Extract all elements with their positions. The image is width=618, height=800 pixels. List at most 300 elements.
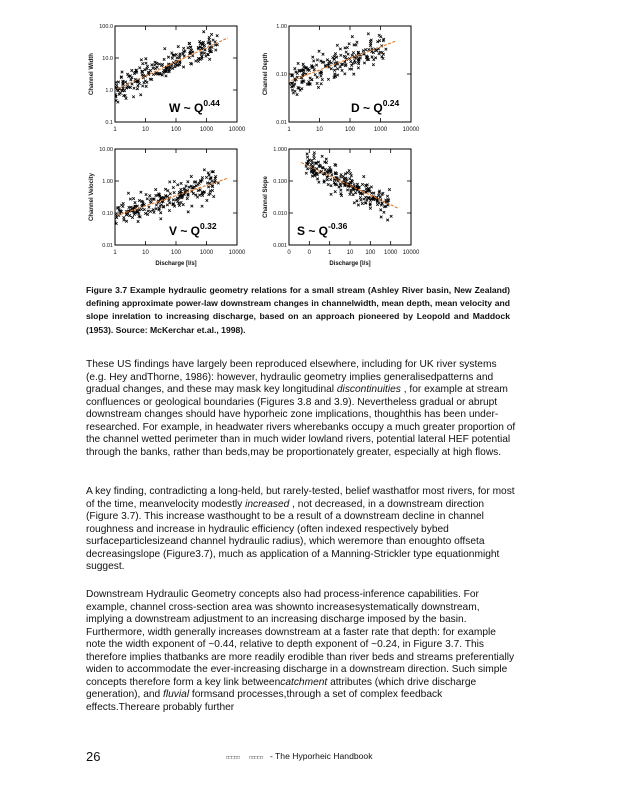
data-point — [370, 186, 373, 189]
data-point — [327, 183, 330, 186]
equation-base: V ~ Q — [169, 224, 201, 238]
data-point — [172, 199, 175, 202]
data-point — [340, 173, 343, 176]
data-point — [173, 191, 176, 194]
data-point — [313, 152, 316, 155]
x-tick-label: 10 — [346, 250, 354, 256]
data-point — [320, 83, 323, 86]
data-point — [349, 172, 352, 175]
data-point — [120, 204, 123, 207]
data-point — [353, 44, 356, 47]
data-point — [360, 199, 363, 202]
x-tick-label: 1000 — [383, 250, 398, 256]
data-point — [330, 67, 333, 70]
data-point — [294, 67, 297, 70]
data-point — [312, 60, 315, 63]
data-point — [161, 63, 164, 66]
panel-top-left — [89, 24, 246, 133]
data-point — [329, 178, 332, 181]
data-point — [201, 176, 204, 179]
data-point — [146, 81, 149, 84]
data-point — [313, 157, 316, 160]
data-point — [123, 219, 126, 222]
data-point — [350, 175, 353, 178]
data-point — [326, 178, 329, 181]
y-tick-label: 0.1 — [105, 120, 113, 126]
data-point — [210, 33, 213, 36]
data-point — [350, 190, 353, 193]
data-point — [132, 197, 135, 200]
y-axis-label: Channel Slope — [263, 176, 269, 218]
data-point — [160, 218, 163, 221]
data-point — [321, 155, 324, 158]
data-point — [296, 93, 299, 96]
data-point — [143, 81, 146, 84]
data-point — [178, 57, 181, 60]
equation-annotation — [169, 221, 217, 238]
data-point — [201, 51, 204, 54]
scatter-points — [109, 169, 228, 225]
data-point — [357, 62, 360, 65]
data-point — [344, 47, 347, 50]
scatter-points — [283, 33, 396, 96]
data-point — [352, 73, 355, 76]
data-point — [128, 214, 131, 217]
x-tick-label: 10 — [316, 127, 323, 133]
footer-glyphs-1: □□□□□ — [226, 755, 240, 761]
data-point — [155, 204, 158, 207]
data-point — [201, 205, 204, 208]
data-point — [180, 182, 183, 185]
data-point — [125, 97, 128, 100]
data-point — [352, 193, 355, 196]
data-point — [187, 211, 190, 214]
data-point — [302, 63, 305, 66]
data-point — [147, 210, 150, 213]
x-tick-label: 100 — [344, 127, 356, 133]
y-tick-label: 0.001 — [273, 243, 287, 249]
data-point — [349, 177, 352, 180]
data-point — [201, 194, 204, 197]
data-point — [357, 66, 360, 69]
data-point — [351, 35, 354, 38]
data-point — [311, 162, 314, 165]
panel-bottom-right — [263, 147, 420, 267]
data-point — [347, 53, 350, 56]
data-point — [141, 85, 144, 88]
data-point — [191, 205, 194, 208]
data-point — [155, 194, 158, 197]
data-point — [334, 190, 337, 193]
equation-exponent: 0.44 — [203, 98, 220, 108]
footer-title — [226, 751, 373, 761]
data-point — [330, 184, 333, 187]
data-point — [317, 86, 320, 89]
data-point — [211, 184, 214, 187]
equation-annotation — [169, 98, 220, 115]
data-point — [365, 188, 368, 191]
data-point — [334, 52, 337, 55]
data-point — [339, 48, 342, 51]
data-point — [364, 48, 367, 51]
data-point — [382, 192, 385, 195]
x-tick-label: 10 — [142, 250, 149, 256]
data-point — [361, 202, 364, 205]
data-point — [333, 69, 336, 72]
data-point — [117, 101, 120, 104]
data-point — [296, 72, 299, 75]
x-tick-label: 100 — [365, 250, 376, 256]
data-point — [140, 59, 143, 62]
y-tick-label: 1.0 — [105, 88, 113, 94]
data-point — [209, 190, 212, 193]
hydraulic-geometry-figure — [80, 12, 440, 282]
data-point — [384, 199, 387, 202]
data-point — [339, 176, 342, 179]
data-point — [176, 183, 179, 186]
data-point — [348, 42, 351, 45]
data-point — [177, 45, 180, 48]
data-point — [146, 65, 149, 68]
data-point — [359, 196, 362, 199]
data-point — [155, 207, 158, 210]
fit-line — [109, 38, 228, 93]
data-point — [325, 158, 328, 161]
data-point — [318, 50, 321, 53]
x-axis-label: Discharge [l/s] — [155, 261, 197, 267]
data-point — [362, 49, 365, 52]
x-tick-label: 10000 — [402, 250, 420, 256]
data-point — [361, 183, 364, 186]
data-point — [356, 41, 359, 44]
data-point — [211, 189, 214, 192]
equation-exponent: 0.24 — [382, 98, 400, 108]
data-point — [208, 38, 211, 41]
data-point — [194, 60, 197, 63]
data-point — [148, 206, 151, 209]
data-point — [315, 64, 318, 67]
data-point — [125, 220, 128, 223]
data-point — [327, 78, 330, 81]
y-tick-label: 0.10 — [276, 72, 287, 78]
data-point — [197, 60, 200, 63]
data-point — [167, 56, 170, 59]
data-point — [178, 204, 181, 207]
data-point — [208, 58, 211, 61]
data-point — [318, 181, 321, 184]
data-point — [206, 199, 209, 202]
x-tick-label: 0 — [287, 250, 291, 256]
data-point — [127, 192, 130, 195]
y-tick-label: 1.000 — [273, 147, 287, 153]
data-point — [136, 87, 139, 90]
x-tick-label: 1 — [113, 127, 117, 133]
data-point — [205, 176, 208, 179]
data-point — [198, 194, 201, 197]
data-point — [322, 53, 325, 56]
data-point — [131, 69, 134, 72]
data-point — [216, 34, 219, 37]
data-point — [145, 193, 148, 196]
data-point — [143, 208, 146, 211]
data-point — [320, 60, 323, 63]
y-tick-label: 0.010 — [273, 211, 287, 217]
equation-annotation — [297, 221, 348, 238]
data-point — [344, 64, 347, 67]
data-point — [339, 66, 342, 69]
data-point — [388, 188, 391, 191]
y-axis-label: Channel Velocity — [89, 172, 95, 222]
data-point — [366, 199, 369, 202]
data-point — [348, 68, 351, 71]
y-tick-label: 1.00 — [102, 179, 113, 185]
y-tick-label: 0.01 — [102, 243, 113, 249]
data-point — [353, 183, 356, 186]
data-point — [182, 66, 185, 69]
data-point — [368, 48, 371, 51]
x-tick-label: 0 — [307, 250, 312, 256]
data-point — [379, 209, 382, 212]
equation-exponent: -0.36 — [328, 221, 348, 231]
data-point — [335, 56, 338, 59]
data-point — [349, 193, 352, 196]
data-point — [372, 63, 375, 66]
data-point — [316, 82, 319, 85]
data-point — [153, 211, 156, 214]
data-point — [189, 62, 192, 65]
data-point — [145, 57, 148, 60]
data-point — [202, 30, 205, 33]
paragraph-2: A key finding, contradicting a long-held, but rarely-tested, belief wasthatfor most rivers, for most of the time, meanvelocity modestly increased , not decreased, in a downstream direction (Figure 3.7). This increase wasthought to be a result of a downstream decline in channel roughness and increase in hydraulic efficiency (often indexed respectively bybed surfaceparticlesizeand channel hydraulic radius), which weremore than enoughto offseta decreasingslope (Figure3.7), much as application of a Manning-Strickler type equationmight suggest. — [86, 486, 515, 572]
data-point — [192, 192, 195, 195]
y-tick-label: 0.100 — [273, 179, 287, 185]
data-point — [207, 186, 210, 189]
data-point — [328, 166, 331, 169]
data-point — [316, 178, 319, 181]
data-point — [311, 159, 314, 162]
data-point — [362, 175, 365, 178]
data-point — [131, 216, 134, 219]
data-point — [372, 58, 375, 61]
panel-bottom-left — [89, 147, 246, 267]
x-tick-label: 100 — [170, 127, 182, 133]
data-point — [180, 201, 183, 204]
data-point — [148, 194, 151, 197]
data-point — [370, 192, 373, 195]
data-point — [119, 92, 122, 95]
data-point — [169, 192, 172, 195]
data-point — [385, 48, 388, 51]
data-point — [145, 62, 148, 65]
x-tick-label: 1000 — [199, 127, 214, 133]
data-point — [173, 180, 176, 183]
data-point — [164, 188, 167, 191]
data-point — [376, 203, 379, 206]
data-point — [369, 207, 372, 210]
x-tick-label: 1000 — [373, 127, 388, 133]
data-point — [346, 189, 349, 192]
data-point — [336, 68, 339, 71]
data-point — [380, 216, 383, 219]
data-point — [316, 59, 319, 62]
data-point — [344, 72, 347, 75]
figure-caption: Figure 3.7 Example hydraulic geometry relations for a small stream (Ashley River basin, New Zealand) defining approximate power-law downstream changes in channelwidth, mean depth, mean velocity and slope inrelation to increasing discharge, based on an approach pioneered by Leopold and Maddock (1953). Source: McKerchar et.al., 1998). — [86, 285, 510, 335]
data-point — [390, 215, 393, 218]
data-point — [195, 194, 198, 197]
data-point — [364, 196, 367, 199]
scatter-points — [301, 152, 399, 222]
data-point — [354, 191, 357, 194]
data-point — [171, 57, 174, 60]
equation-annotation — [351, 98, 400, 115]
data-point — [132, 96, 135, 99]
data-point — [308, 80, 311, 83]
y-tick-label: 0.01 — [276, 120, 287, 126]
data-point — [203, 52, 206, 55]
data-point — [174, 65, 177, 68]
x-tick-label: 1 — [113, 250, 117, 256]
data-point — [305, 172, 308, 175]
data-point — [346, 46, 349, 49]
data-point — [297, 62, 300, 65]
data-point — [383, 211, 386, 214]
x-tick-label: 10000 — [228, 250, 246, 256]
data-point — [313, 154, 316, 157]
y-axis-label: Channel Width — [89, 53, 95, 95]
data-point — [167, 189, 170, 192]
y-tick-label: 10.00 — [99, 147, 113, 153]
x-tick-label: 1000 — [199, 250, 214, 256]
data-point — [348, 169, 351, 172]
data-point — [154, 188, 157, 191]
data-point — [336, 74, 339, 77]
data-point — [190, 175, 193, 178]
data-point — [311, 56, 314, 59]
x-axis-label: Discharge [l/s] — [329, 261, 371, 267]
data-point — [352, 51, 355, 54]
data-point — [152, 208, 155, 211]
data-point — [159, 205, 162, 208]
data-point — [331, 174, 334, 177]
x-tick-label: 10000 — [402, 127, 420, 133]
x-tick-label: 100 — [170, 250, 182, 256]
data-point — [186, 197, 189, 200]
data-point — [163, 47, 166, 50]
y-tick-label: 0.10 — [102, 211, 113, 217]
data-point — [291, 89, 294, 92]
data-point — [331, 56, 334, 59]
footer-book-title: - The Hyporheic Handbook — [269, 751, 373, 761]
data-point — [211, 46, 214, 49]
data-point — [168, 209, 171, 212]
data-point — [378, 34, 381, 37]
data-point — [141, 62, 144, 65]
data-point — [351, 54, 354, 57]
data-point — [185, 185, 188, 188]
data-point — [378, 52, 381, 55]
data-point — [321, 78, 324, 81]
data-point — [214, 40, 217, 43]
data-point — [386, 219, 389, 222]
x-tick-label: 10 — [142, 127, 149, 133]
data-point — [168, 181, 171, 184]
y-axis-label: Channel Depth — [263, 52, 269, 96]
data-point — [208, 193, 211, 196]
equation-base: W ~ Q — [169, 101, 204, 115]
data-point — [336, 44, 339, 47]
data-point — [371, 56, 374, 59]
data-point — [138, 199, 141, 202]
data-point — [306, 153, 309, 156]
data-point — [139, 93, 142, 96]
data-point — [163, 58, 166, 61]
data-point — [182, 47, 185, 50]
data-point — [134, 201, 137, 204]
data-point — [386, 195, 389, 198]
data-point — [330, 193, 333, 196]
y-tick-label: 100.0 — [99, 24, 113, 30]
data-point — [152, 73, 155, 76]
data-point — [133, 87, 136, 90]
footer-glyphs-2: □□□□□ — [249, 755, 263, 761]
page-footer — [0, 749, 618, 765]
data-point — [367, 33, 370, 36]
data-point — [137, 85, 140, 88]
data-point — [140, 191, 143, 194]
page-number: 26 — [86, 749, 101, 764]
data-point — [187, 180, 190, 183]
data-point — [205, 55, 208, 58]
equation-base: D ~ Q — [351, 101, 383, 115]
data-point — [316, 76, 319, 79]
data-point — [165, 75, 168, 78]
data-point — [187, 47, 190, 50]
data-point — [117, 81, 120, 84]
data-point — [320, 75, 323, 78]
y-tick-label: 1.00 — [276, 24, 287, 30]
data-point — [340, 54, 343, 57]
data-point — [324, 168, 327, 171]
data-point — [145, 85, 148, 88]
data-point — [151, 64, 154, 67]
data-point — [138, 67, 141, 70]
data-point — [353, 202, 356, 205]
data-point — [146, 198, 149, 201]
data-point — [149, 198, 152, 201]
data-point — [363, 62, 366, 65]
data-point — [149, 210, 152, 213]
data-point — [314, 73, 317, 76]
equation-exponent: 0.32 — [200, 221, 217, 231]
equation-base: S ~ Q — [297, 224, 329, 238]
data-point — [306, 156, 309, 159]
x-tick-label: 1 — [327, 250, 332, 256]
data-point — [137, 220, 140, 223]
data-point — [171, 67, 174, 70]
data-point — [359, 57, 362, 60]
data-point — [159, 211, 162, 214]
data-point — [306, 167, 309, 170]
panel-top-right — [263, 24, 420, 133]
data-point — [128, 206, 131, 209]
data-point — [212, 195, 215, 198]
data-point — [129, 198, 132, 201]
data-point — [168, 202, 171, 205]
data-point — [334, 164, 337, 167]
data-point — [153, 64, 156, 67]
data-point — [341, 69, 344, 72]
x-tick-label: 10000 — [228, 127, 246, 133]
